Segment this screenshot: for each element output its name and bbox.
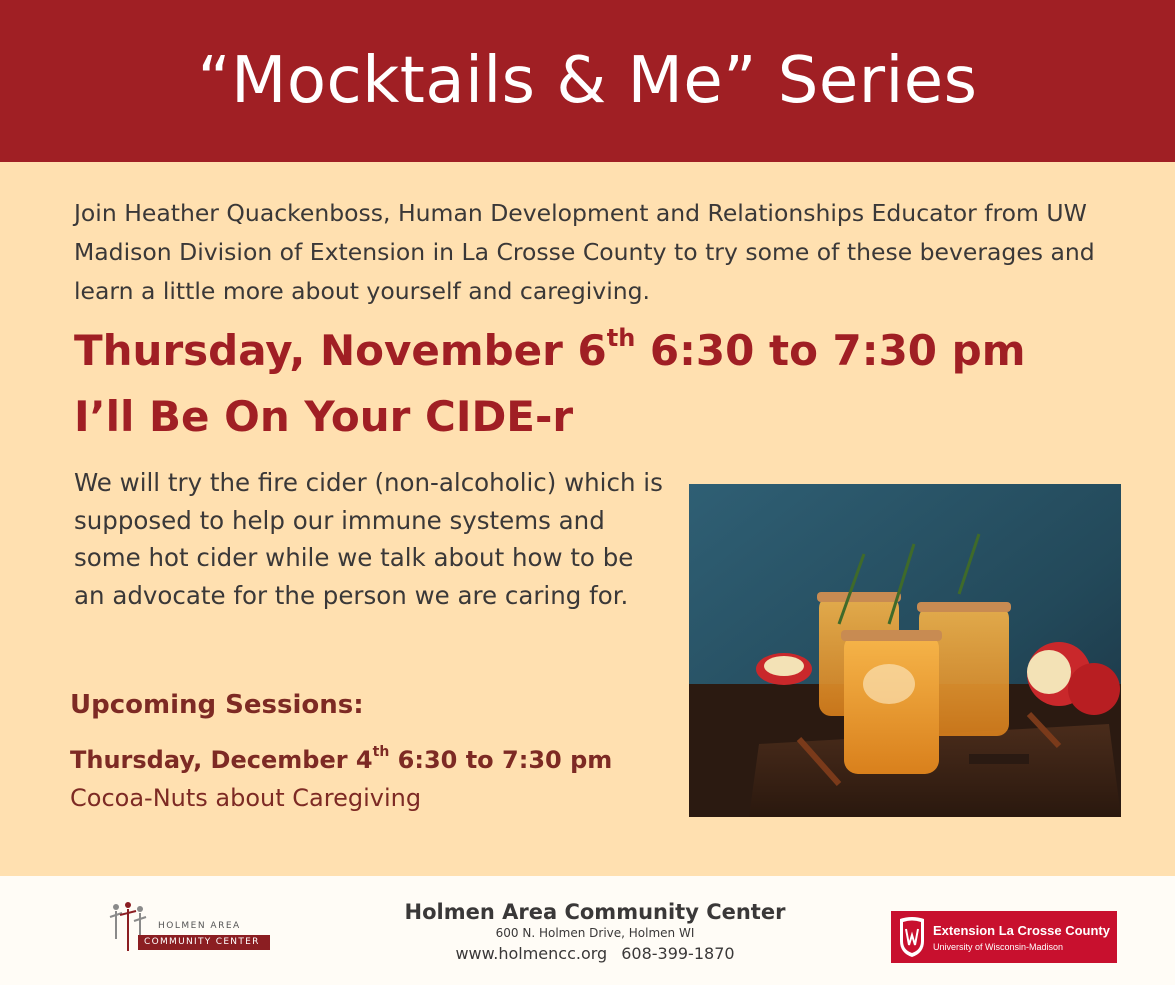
people-figures-icon [106, 899, 150, 959]
upcoming-date-text: Thursday, December 4 [70, 746, 373, 774]
holmen-logo-line2: COMMUNITY CENTER [144, 937, 260, 947]
cider-photo [689, 484, 1121, 817]
event-date [74, 326, 1154, 375]
upcoming-heading: Upcoming Sessions: [70, 690, 364, 720]
upcoming-date-suffix: th [372, 744, 390, 760]
page-title: “Mocktails & Me” Series [197, 44, 978, 118]
org-info [360, 900, 830, 963]
event-date-text: Thursday, November 6 [74, 326, 607, 375]
cider-illustration [689, 484, 1121, 817]
extension-logo-line2: University of Wisconsin-Madison [933, 942, 1064, 952]
holmen-logo-line1: HOLMEN AREA [158, 921, 241, 931]
uw-crest-icon [897, 915, 927, 959]
extension-logo-line1: Extension La Crosse County [933, 923, 1110, 938]
upcoming-session-date [70, 746, 612, 774]
holmen-logo [104, 897, 280, 961]
event-description: We will try the fire cider (non-alcoholic) which is supposed to help our immune systems and some hot cider while we talk about how to be an advocate for the person we are caring for. [74, 468, 663, 610]
extension-logo [891, 911, 1117, 963]
upcoming-time: 6:30 to 7:30 pm [389, 746, 613, 774]
event-date-suffix: th [606, 324, 636, 352]
org-phone: 608-399-1870 [621, 944, 735, 963]
upcoming-session-title: Cocoa-Nuts about Caregiving [70, 784, 422, 812]
intro-paragraph: Join Heather Quackenboss, Human Development and Relationships Educator from UW Madison Division of Extension in La Crosse County to try some of these beverages and learn a little more about yourself and caregiving. [74, 199, 1095, 305]
header-banner [0, 0, 1175, 162]
org-contact [360, 944, 830, 963]
event-title: I’ll Be On Your CIDE-r [74, 392, 574, 441]
event-time: 6:30 to 7:30 pm [635, 326, 1026, 375]
org-address: 600 N. Holmen Drive, Holmen WI [495, 926, 695, 940]
org-website[interactable]: www.holmencc.org [455, 944, 608, 963]
org-name: Holmen Area Community Center [404, 900, 786, 924]
